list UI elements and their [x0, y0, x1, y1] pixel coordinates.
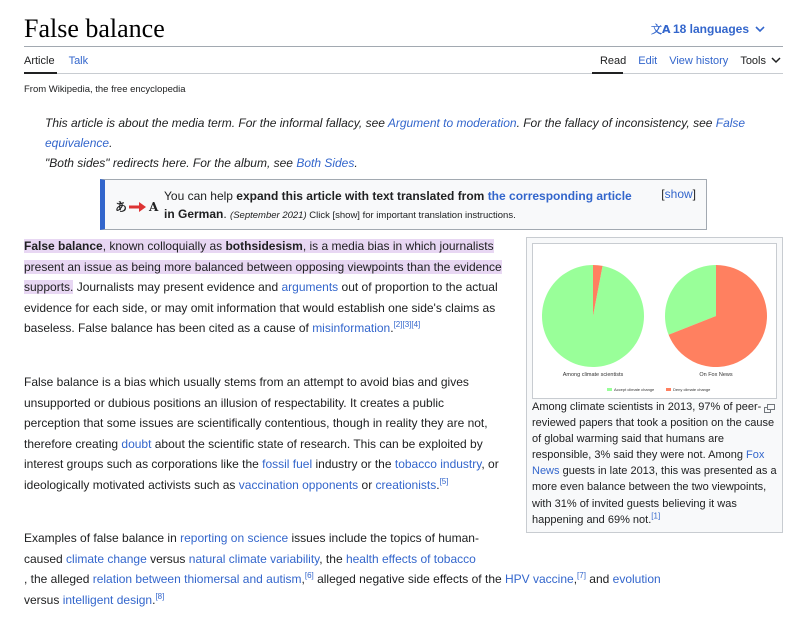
pie1-label: Among climate scientists	[562, 372, 624, 378]
tabs-divider	[24, 73, 783, 74]
language-button[interactable]	[651, 22, 765, 36]
link-fox-news[interactable]: Fox News	[532, 449, 765, 478]
link-climate-change[interactable]: climate change	[66, 551, 147, 566]
figure-caption: Among climate scientists in 2013, 97% of peer-reviewed papers that took a position on the cause of global warming said that humans are responsible, 3% said they were not. Among Fox News guests in late 2013, this was presented as a more even balance between the two viewpoints, with 31% of invited guests believing it was happening and 69% not.[1]	[532, 401, 777, 526]
pie-charts-image[interactable]	[532, 243, 777, 399]
reference-link[interactable]: [3]	[402, 320, 412, 330]
translate-icon: あ A	[115, 199, 159, 214]
svg-text:文A: 文A	[650, 23, 671, 36]
show-button[interactable]: show	[664, 187, 693, 201]
link-intelligent-design[interactable]: intelligent design	[62, 592, 153, 607]
link-fossil-fuel[interactable]: fossil fuel	[262, 457, 313, 472]
tools-menu[interactable]	[740, 55, 781, 67]
legend-swatch-accept	[607, 388, 612, 391]
link-thiomersal-autism[interactable]: relation between thiomersal and autism	[92, 572, 302, 586]
tab-edit[interactable]: Edit	[638, 55, 658, 67]
languages-label: 18 languages	[672, 22, 749, 36]
reference-link[interactable]: [1]	[651, 511, 661, 520]
reference-link[interactable]: [8]	[155, 591, 165, 601]
legend-swatch-deny	[666, 388, 671, 391]
link-health-effects-of-tobacco[interactable]: health effects of tobacco	[345, 551, 476, 566]
reference-link[interactable]: [5]	[439, 476, 449, 486]
link-hpv-vaccine[interactable]: HPV vaccine	[505, 572, 574, 586]
tab-read[interactable]: Read	[599, 55, 627, 67]
view-tabs	[600, 55, 781, 67]
chevron-down-icon	[771, 55, 781, 67]
active-tab-indicator	[24, 72, 57, 74]
link-misinformation[interactable]: misinformation	[312, 321, 391, 336]
title-divider	[24, 46, 783, 47]
pie2-label: On Fox News	[699, 372, 733, 378]
link-argument-to-moderation[interactable]: Argument to moderation	[387, 116, 517, 130]
link-doubt[interactable]: doubt	[121, 436, 152, 451]
link-creationists[interactable]: creationists	[375, 477, 437, 492]
figure-thumbnail	[526, 237, 783, 533]
link-false-equivalence[interactable]: False equivalence	[45, 116, 746, 150]
pie-charts	[533, 244, 776, 398]
paragraph-examples: Examples of false balance in reporting on science issues include the topics of human-caused climate change versus natural climate variability, the health effects of tobacco	[24, 531, 479, 566]
link-tobacco-industry[interactable]: tobacco industry	[394, 457, 482, 472]
reference-link[interactable]: [6]	[304, 571, 314, 580]
hatnote-line: "Both sides" redirects here. For the album, see Both Sides.	[45, 156, 358, 170]
paragraph-bias: False balance is a bias which usually stems from an attempt to avoid bias and gives unsupported or dubious positions an illusion of respectability. It creates a public perception that some issues are scientifically contentious, though in reality they are not, therefore creating doubt about the scientific state of research. This can be exploited by interest groups such as corporations like the fossil fuel industry or the tobacco industry, or ideologically motivated activists such as vaccination opponents or creationists.[5]	[24, 375, 499, 492]
reference-link[interactable]: [4]	[411, 320, 421, 330]
paragraph-intro: False balance, known colloquially as bothsidesism, is a media bias in which journalists present an issue as being more balanced between opposing viewpoints than the evidence supports. Journalists may present evidence and arguments out of proportion to the actual evidence for each side, or may omit information that would establish one side's claims as baseless. False balance has been cited as a cause of misinformation.[2][3][4]	[24, 239, 502, 336]
page-title: False balance	[24, 14, 165, 43]
translate-icon	[650, 22, 671, 36]
active-tab-indicator	[592, 72, 623, 74]
tab-talk[interactable]: Talk	[68, 55, 89, 67]
hatnote-line: This article is about the media term. For the informal fallacy, see Argument to moderation. For the fallacy of inconsistency, see False equivalence.	[45, 116, 746, 150]
namespace-tabs	[24, 55, 88, 67]
link-both-sides[interactable]: Both Sides	[296, 156, 355, 170]
tools-label: Tools	[740, 55, 766, 67]
tab-view-history[interactable]: View history	[669, 55, 729, 67]
link-corresponding-article[interactable]: the corresponding article	[487, 189, 632, 203]
translation-notice	[100, 179, 707, 230]
reference-link[interactable]: [7]	[577, 571, 586, 580]
site-subtitle: From Wikipedia, the free encyclopedia	[24, 84, 186, 95]
legend-accept: Accept climate change	[614, 387, 655, 392]
reference-link[interactable]: [2]	[393, 320, 403, 330]
paragraph-examples-cont: , the alleged relation between thiomersal and autism,[6] alleged negative side effects of the HPV vaccine,[7] and evolution versus intelligent design.[8]	[24, 571, 661, 607]
link-reporting-on-science[interactable]: reporting on science	[180, 531, 289, 545]
hatnote	[45, 113, 775, 173]
notice-text: You can help expand this article with text translated from the corresponding article in German. (September 2021) Click [show] for important translation instructions.	[164, 189, 632, 221]
show-toggle: [show]	[661, 187, 696, 201]
link-arguments[interactable]: arguments	[281, 280, 339, 295]
link-natural-climate-variability[interactable]: natural climate variability	[188, 551, 320, 566]
link-evolution[interactable]: evolution	[612, 572, 661, 586]
link-vaccination-opponents[interactable]: vaccination opponents	[238, 477, 359, 492]
legend-deny: Deny climate change	[673, 387, 711, 392]
tab-article[interactable]: Article	[24, 55, 55, 67]
chevron-down-icon	[755, 25, 765, 33]
